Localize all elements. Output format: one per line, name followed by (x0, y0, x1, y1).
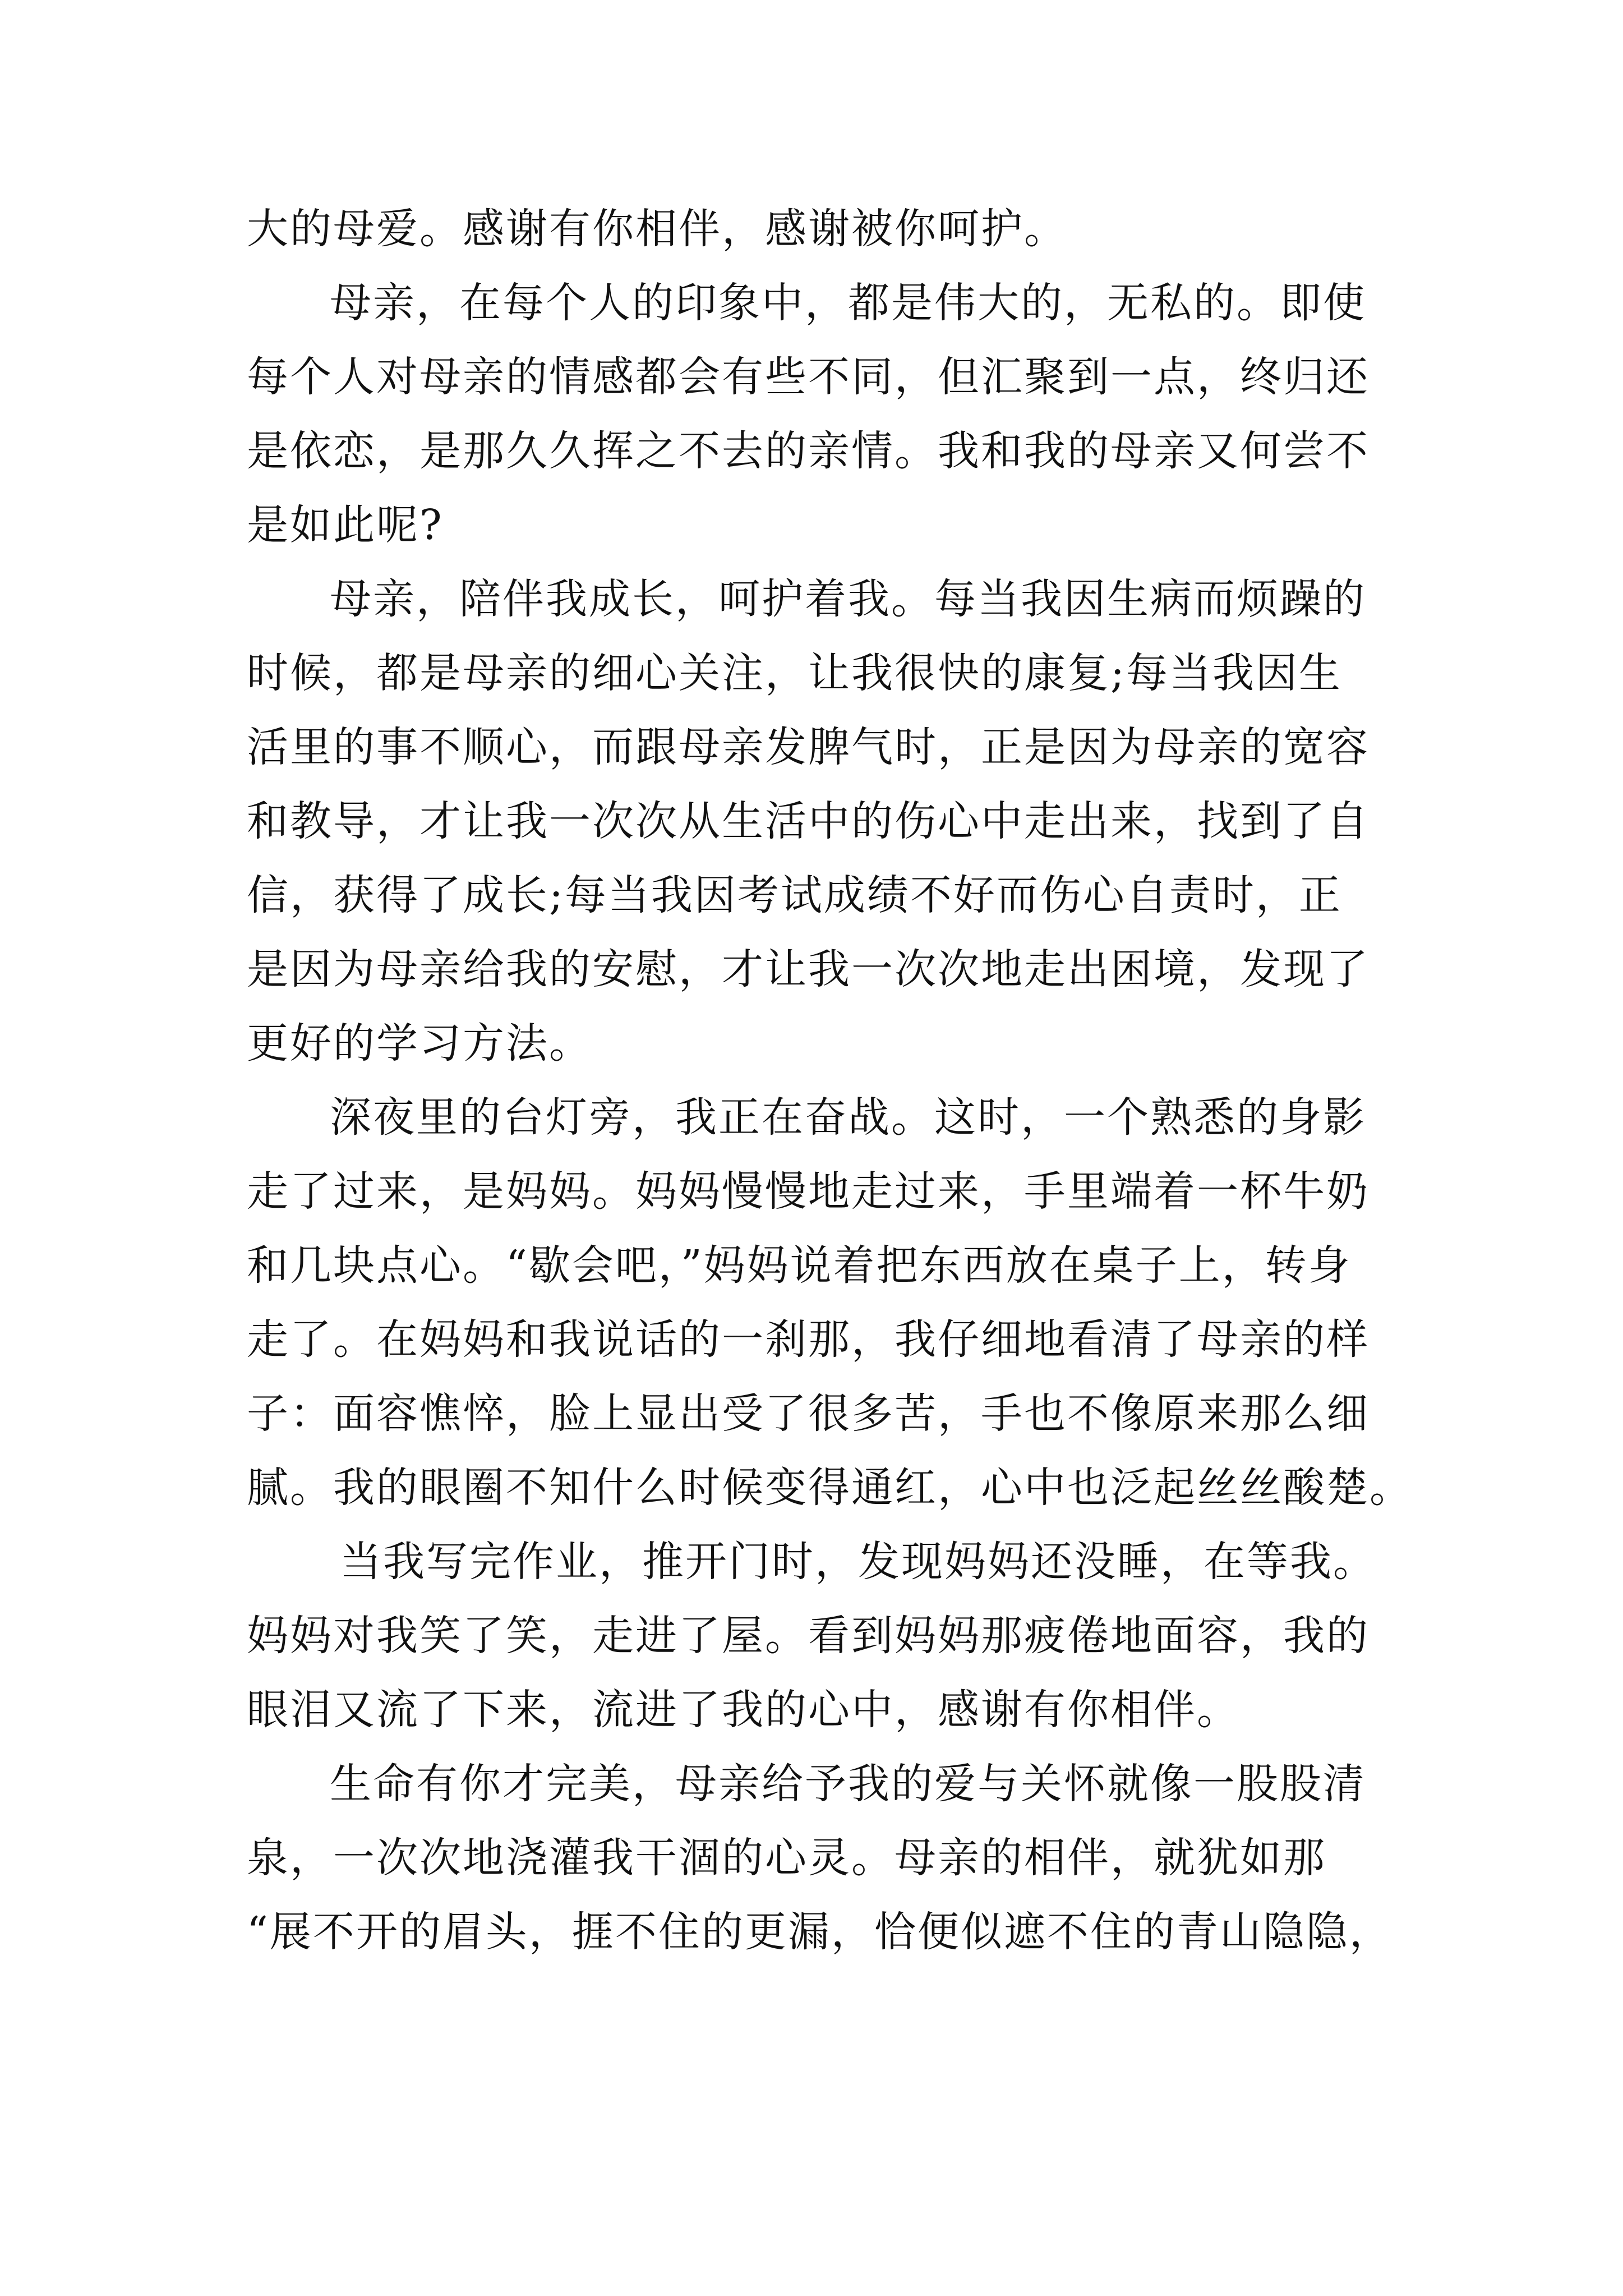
essay-body (247, 192, 1413, 1969)
text-line-11: 是因为母亲给我的安慰，才让我一次次地走出困境，发现了 (247, 945, 1370, 993)
text-line-2: 母亲，在每个人的印象中，都是伟大的，无私的。即使 (330, 279, 1366, 327)
text-line-20: 妈妈对我笑了笑，走进了屋。看到妈妈那疲倦地面容，我的 (247, 1612, 1370, 1660)
text-line-6: 母亲，陪伴我成长，呵护着我。每当我因生病而烦躁的 (330, 575, 1366, 623)
text-line-1: 大的母爱。感谢有你相伴，感谢被你呵护。 (247, 205, 1067, 253)
text-line-12: 更好的学习方法。 (247, 1019, 592, 1068)
text-line-21: 眼泪又流了下来，流进了我的心中，感谢有你相伴。 (247, 1686, 1240, 1734)
text-line-9: 和教导，才让我一次次从生活中的伤心中走出来，找到了自 (247, 797, 1370, 845)
text-line-4: 是依恋，是那久久挥之不去的亲情。我和我的母亲又何尝不 (247, 427, 1370, 475)
text-line-10: 信，获得了成长;每当我因考试成绩不好而伤心自责时，正 (247, 871, 1342, 919)
text-line-13: 深夜里的台灯旁，我正在奋战。这时，一个熟悉的身影 (330, 1093, 1366, 1142)
text-line-16: 走了。在妈妈和我说话的一刹那，我仔细地看清了母亲的样 (247, 1315, 1370, 1364)
text-line-15: 和几块点心。“歇会吧，”妈妈说着把东西放在桌子上，转身 (247, 1241, 1352, 1290)
text-line-7: 时候，都是母亲的细心关注，让我很快的康复;每当我因生 (247, 649, 1342, 697)
text-line-23: 泉，一次次地浇灌我干涸的心灵。母亲的相伴，就犹如那 (247, 1834, 1326, 1882)
text-line-19: 当我写完作业，推开门时，发现妈妈还没睡，在等我。 (340, 1538, 1376, 1586)
text-line-14: 走了过来，是妈妈。妈妈慢慢地走过来，手里端着一杯牛奶 (247, 1167, 1370, 1216)
text-line-8: 活里的事不顺心，而跟母亲发脾气时，正是因为母亲的宽容 (247, 723, 1370, 771)
text-line-3: 每个人对母亲的情感都会有些不同，但汇聚到一点，终归还 (247, 353, 1370, 401)
text-line-5: 是如此呢? (247, 501, 444, 549)
text-line-22: 生命有你才完美，母亲给予我的爱与关怀就像一股股清 (330, 1760, 1366, 1808)
text-line-17: 子：面容憔悴，脸上显出受了很多苦，手也不像原来那么细 (247, 1389, 1370, 1438)
text-line-24: “展不开的眉头，捱不住的更漏，恰便似遮不住的青山隐隐， (247, 1908, 1393, 1956)
text-line-18: 腻。我的眼圈不知什么时候变得通红，心中也泛起丝丝酸楚。 (247, 1464, 1413, 1512)
